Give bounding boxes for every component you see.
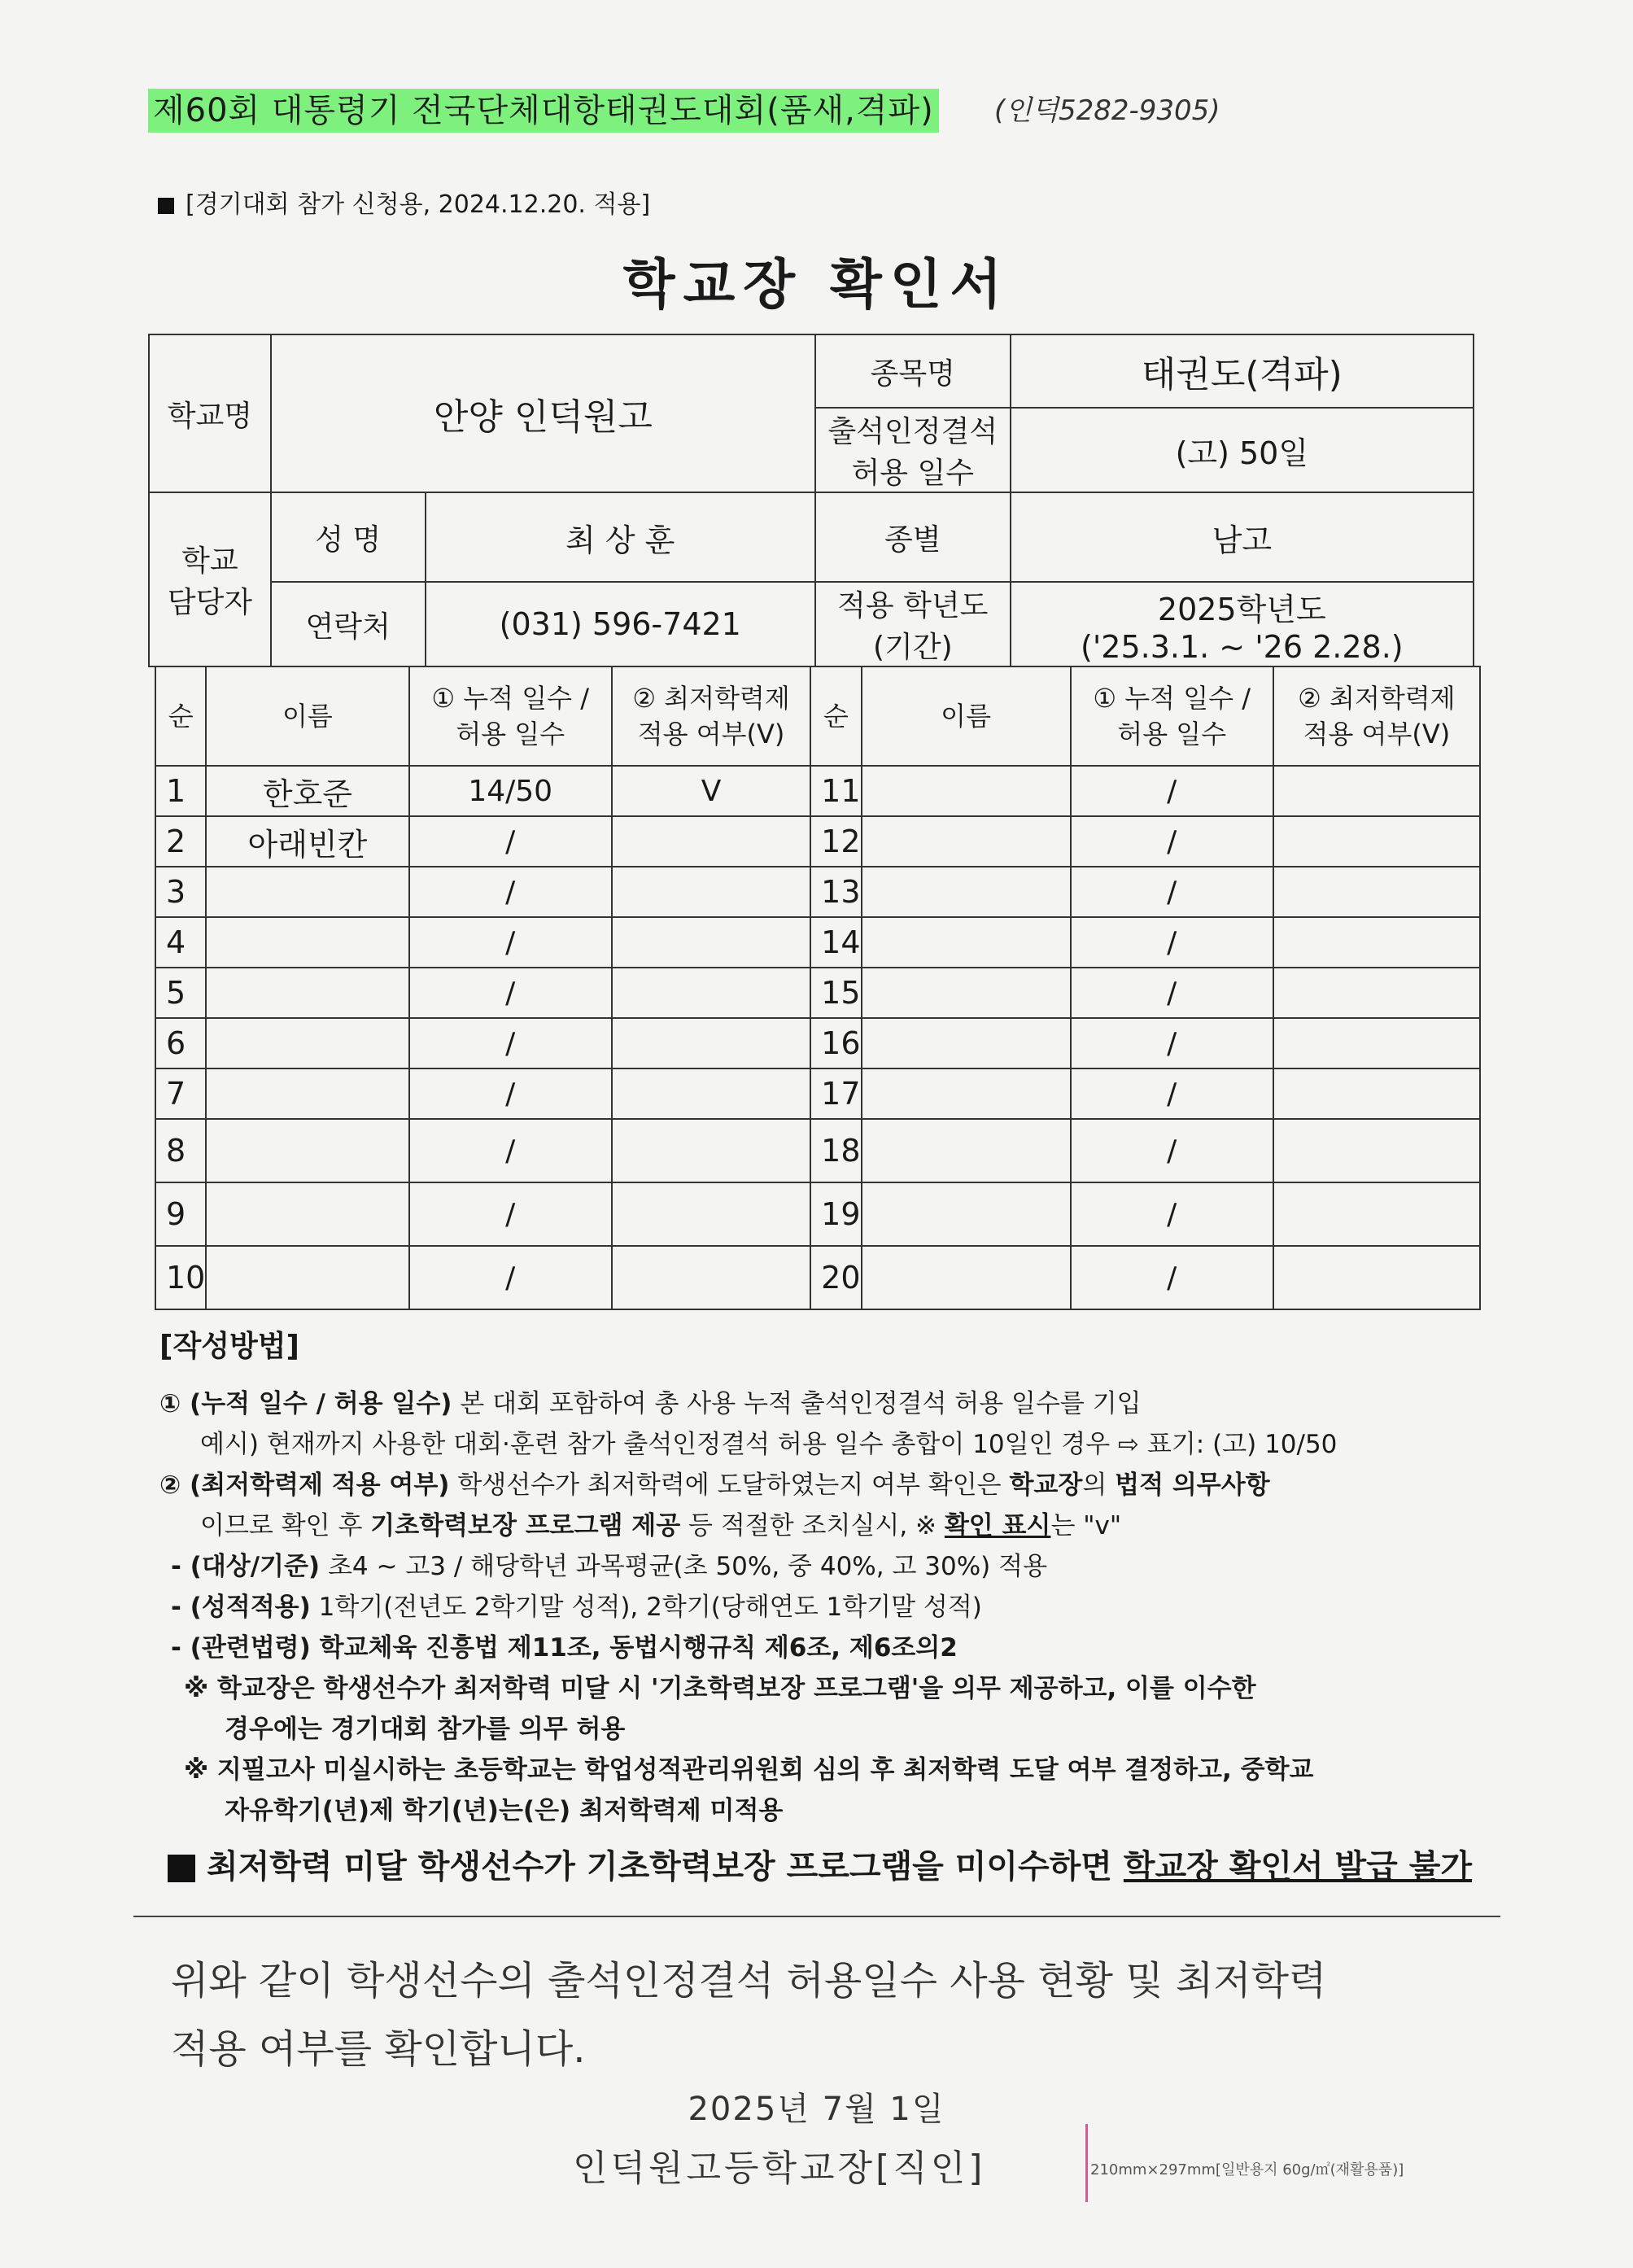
student-name	[206, 1119, 408, 1182]
school-value: 안양 인덕원고	[271, 334, 815, 492]
year-label: 적용 학년도 (기간)	[815, 582, 1011, 666]
form-subheader	[158, 184, 650, 220]
min-academic-header: ② 최저학력제 적용 여부(V)	[1273, 666, 1480, 766]
student-name	[862, 816, 1071, 867]
event-label: 종목명	[815, 334, 1011, 408]
student-name	[206, 1182, 408, 1246]
min-academic-check	[1273, 867, 1480, 917]
issue-date: 2025년 7월 1일	[688, 2091, 945, 2128]
min-academic-check	[612, 1018, 810, 1068]
row-number: 11	[810, 766, 861, 816]
min-academic-check	[612, 1246, 810, 1309]
note-1-line2: 경우에는 경기대회 참가를 의무 허용	[225, 1715, 626, 1744]
absence-days: /	[1071, 1182, 1273, 1246]
event-header	[148, 85, 939, 131]
instruction-2: ② (최저학력제 적용 여부) 학생선수가 최저학력에 도달하였는지 여부 확인은 학교장의 법적 의무사항	[159, 1470, 1270, 1500]
min-academic-check	[1273, 968, 1480, 1018]
absence-days: /	[409, 1246, 612, 1309]
absence-label: 출석인정결석 허용 일수	[815, 408, 1011, 492]
student-name	[862, 1018, 1071, 1068]
instructions-title: [작성방법]	[159, 1330, 300, 1363]
detail-law: - (관련법령) 학교체육 진흥법 제11조, 동법시행규칙 제6조, 제6조의2	[171, 1633, 958, 1663]
row-number: 3	[155, 867, 206, 917]
min-academic-header: ② 최저학력제 적용 여부(V)	[612, 666, 810, 766]
student-name: 한호준	[206, 766, 408, 816]
student-name	[862, 1182, 1071, 1246]
min-academic-check	[1273, 1018, 1480, 1068]
min-academic-check	[612, 816, 810, 867]
days-header: ① 누적 일수 / 허용 일수	[409, 666, 612, 766]
contact-label: 학교 담당자	[149, 492, 271, 666]
row-number: 13	[810, 867, 861, 917]
min-academic-check	[1273, 1182, 1480, 1246]
table-row	[155, 816, 1480, 867]
row-number: 14	[810, 917, 861, 968]
absence-days: /	[1071, 867, 1273, 917]
phone-value: (031) 596-7421	[426, 582, 815, 666]
row-number: 6	[155, 1018, 206, 1068]
section-divider	[133, 1916, 1500, 1917]
absence-days: /	[409, 1119, 612, 1182]
note-1: ※ 학교장은 학생선수가 최저학력 미달 시 '기초학력보장 프로그램'을 의무 제공하고, 이를 이수한	[184, 1674, 1256, 1703]
min-academic-check	[1273, 917, 1480, 968]
row-number: 9	[155, 1182, 206, 1246]
name-header: 이름	[206, 666, 408, 766]
note-2: ※ 지필고사 미실시하는 초등학교는 학업성적관리위원회 심의 후 최저학력 도달 여부 결정하고, 중학교	[184, 1755, 1314, 1785]
table-row	[155, 1018, 1480, 1068]
min-academic-check	[1273, 1246, 1480, 1309]
student-name	[206, 968, 408, 1018]
absence-days: /	[1071, 1246, 1273, 1309]
paper-spec-footnote: 210mm×297mm[일반용지 60g/㎡(재활용품)]	[1090, 2161, 1404, 2178]
row-number: 4	[155, 917, 206, 968]
warning-notice: 최저학력 미달 학생선수가 기초학력보장 프로그램을 미이수하면 학교장 확인서 발급 불가	[168, 1841, 1472, 1887]
absence-days: /	[1071, 1018, 1273, 1068]
absence-days: /	[409, 968, 612, 1018]
row-number: 10	[155, 1246, 206, 1309]
absence-days: /	[1071, 816, 1273, 867]
min-academic-check	[1273, 766, 1480, 816]
table-row	[155, 1246, 1480, 1309]
student-name	[862, 1119, 1071, 1182]
event-value: 태권도(격파)	[1011, 334, 1474, 408]
phone-label: 연락처	[271, 582, 426, 666]
min-academic-check: V	[612, 766, 810, 816]
note-2-line2: 자유학기(년)제 학기(년)는(은) 최저학력제 미적용	[225, 1796, 784, 1825]
student-name	[862, 867, 1071, 917]
student-name: 아래빈칸	[206, 816, 408, 867]
student-name	[206, 917, 408, 968]
student-name	[862, 766, 1071, 816]
min-academic-check	[612, 1182, 810, 1246]
seq-header: 순	[810, 666, 861, 766]
row-number: 8	[155, 1119, 206, 1182]
student-name	[862, 1068, 1071, 1119]
min-academic-check	[1273, 1119, 1480, 1182]
student-name	[862, 1246, 1071, 1309]
row-number: 17	[810, 1068, 861, 1119]
days-header: ① 누적 일수 / 허용 일수	[1071, 666, 1273, 766]
name-label: 성 명	[271, 492, 426, 582]
school-info-table	[148, 334, 1474, 667]
absence-days: /	[409, 867, 612, 917]
square-bullet-icon	[158, 198, 174, 214]
absence-days: /	[1071, 1068, 1273, 1119]
table-row	[155, 1182, 1480, 1246]
name-value: 최 상 훈	[426, 492, 815, 582]
absence-days: /	[1071, 766, 1273, 816]
row-number: 19	[810, 1182, 861, 1246]
min-academic-check	[612, 867, 810, 917]
row-number: 20	[810, 1246, 861, 1309]
instruction-2-line2: 이므로 확인 후 기초학력보장 프로그램 제공 등 적절한 조치실시, ※ 확인 표시는 "v"	[200, 1511, 1122, 1540]
type-label: 종별	[815, 492, 1011, 582]
principal-signature: 인덕원고등학교장[직인]	[573, 2148, 986, 2189]
handwritten-note: (인덕5282-9305)	[994, 94, 1220, 127]
absence-days: /	[409, 1018, 612, 1068]
seq-header: 순	[155, 666, 206, 766]
table-row	[155, 917, 1480, 968]
table-row	[155, 867, 1480, 917]
year-value: 2025학년도 ('25.3.1. ~ '26 2.28.)	[1011, 582, 1474, 666]
student-name	[206, 1068, 408, 1119]
table-row	[155, 1068, 1480, 1119]
row-number: 16	[810, 1018, 861, 1068]
min-academic-check	[612, 917, 810, 968]
instructions-section	[159, 1326, 1494, 1831]
table-row	[155, 968, 1480, 1018]
instruction-1: ① (누적 일수 / 허용 일수) 본 대회 포함하여 총 사용 누적 출석인정결석 허용 일수를 기입	[159, 1389, 1142, 1418]
subheader-text: [경기대회 참가 신청용, 2024.12.20. 적용]	[186, 190, 651, 219]
min-academic-check	[1273, 1068, 1480, 1119]
row-number: 12	[810, 816, 861, 867]
seal-stamp	[1058, 2124, 1088, 2202]
min-academic-check	[1273, 816, 1480, 867]
row-number: 18	[810, 1119, 861, 1182]
student-roster-table	[155, 666, 1481, 1310]
absence-days: /	[409, 917, 612, 968]
document-title: 학교장 확인서	[622, 253, 1011, 316]
absence-value: (고) 50일	[1011, 408, 1474, 492]
row-number: 2	[155, 816, 206, 867]
min-academic-check	[612, 1119, 810, 1182]
table-row	[155, 1119, 1480, 1182]
school-label: 학교명	[149, 334, 271, 492]
row-number: 15	[810, 968, 861, 1018]
student-name	[206, 1246, 408, 1309]
detail-target: - (대상/기준) 초4 ~ 고3 / 해당학년 과목평균(초 50%, 중 40%, 고 30%) 적용	[171, 1552, 1048, 1581]
row-number: 7	[155, 1068, 206, 1119]
roster-header-row	[155, 666, 1480, 766]
instruction-1-example: 예시) 현재까지 사용한 대회·훈련 참가 출석인정결석 허용 일수 총합이 10일인 경우 ⇨ 표기: (고) 10/50	[200, 1430, 1338, 1459]
name-header: 이름	[862, 666, 1071, 766]
absence-days: /	[1071, 1119, 1273, 1182]
confirmation-statement: 위와 같이 학생선수의 출석인정결석 허용일수 사용 현황 및 최저학력 적용 여부를 확인합니다.	[171, 1958, 1327, 2072]
absence-days: /	[409, 816, 612, 867]
type-value: 남고	[1011, 492, 1474, 582]
detail-grades: - (성적적용) 1학기(전년도 2학기말 성적), 2학기(당해연도 1학기말 성적)	[171, 1593, 982, 1622]
absence-days: /	[409, 1182, 612, 1246]
student-name	[862, 968, 1071, 1018]
arrow-box-icon	[168, 1855, 195, 1882]
absence-days: /	[409, 1068, 612, 1119]
student-name	[862, 917, 1071, 968]
event-title: 제60회 대통령기 전국단체대항태권도대회(품새,격파)	[148, 89, 939, 133]
absence-days: 14/50	[409, 766, 612, 816]
row-number: 1	[155, 766, 206, 816]
student-name	[206, 867, 408, 917]
table-row	[155, 766, 1480, 816]
absence-days: /	[1071, 917, 1273, 968]
student-name	[206, 1018, 408, 1068]
min-academic-check	[612, 1068, 810, 1119]
absence-days: /	[1071, 968, 1273, 1018]
row-number: 5	[155, 968, 206, 1018]
min-academic-check	[612, 968, 810, 1018]
